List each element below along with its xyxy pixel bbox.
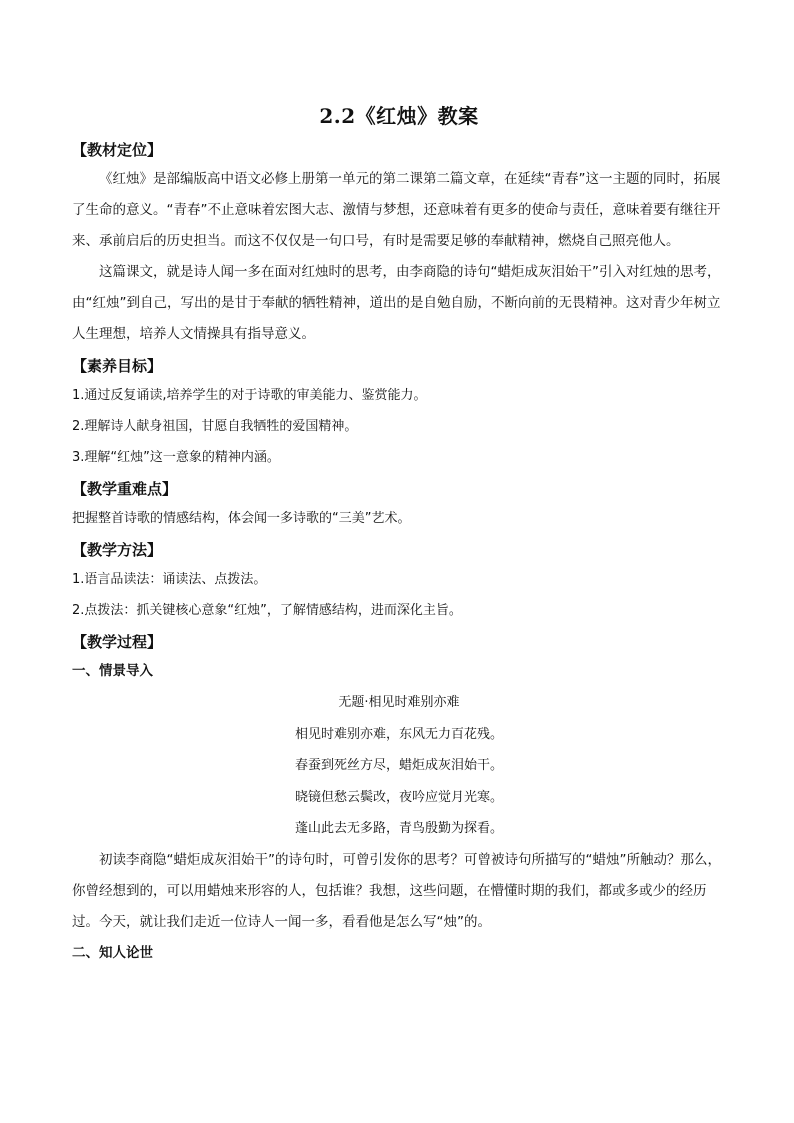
key-points-text: 把握整首诗歌的情感结构，体会闻一多诗歌的“三美”艺术。 <box>72 511 411 526</box>
goal-item-3: 3.理解“红烛”这一意象的精神内涵。 <box>72 450 280 465</box>
heading-positioning: 【教材定位】 <box>72 141 163 159</box>
document-page <box>72 100 726 969</box>
subheading-background: 二、知人论世 <box>72 944 153 961</box>
method-item-1: 1.语言品读法：诵读法、点拨法。 <box>72 572 267 587</box>
goal-item-1: 1.通过反复诵读,培养学生的对于诗歌的审美能力、鉴赏能力。 <box>72 388 427 403</box>
document-title: 2.2《红烛》教案 <box>319 104 479 128</box>
heading-goals: 【素养目标】 <box>72 357 163 375</box>
subheading-intro: 一、情景导入 <box>72 663 153 679</box>
heading-process: 【教学过程】 <box>72 633 163 651</box>
goal-item-2: 2.理解诗人献身祖国，甘愿自我牺牲的爱国精神。 <box>72 419 358 434</box>
heading-methods: 【教学方法】 <box>72 541 163 559</box>
poem-title: 无题·相见时难别亦难 <box>338 695 460 710</box>
poem-block <box>72 687 726 845</box>
method-item-2: 2.点拨法：抓关键核心意象“红烛”，了解情感结构，进而深化主旨。 <box>72 603 462 618</box>
poem-line: 春蚕到死丝方尽，蜡炬成灰泪始干。 <box>294 758 503 773</box>
heading-key-points: 【教学重难点】 <box>72 480 178 498</box>
positioning-paragraph-1: 《红烛》是部编版高中语文必修上册第一单元的第二课第二篇文章，在延续“青春”这一主题的同时，拓展了生命的意义。“青春”不止意味着宏图大志、激情与梦想，还意味着有更多的使命与责任，意味着要有继往开来、承前启后的历史担当。而这不仅仅是一句口号，有时是需要足够的奉献精神，燃烧自己照亮他人。 <box>72 171 721 249</box>
poem-line: 蓬山此去无多路，青鸟殷勤为探看。 <box>294 821 503 836</box>
positioning-paragraph-2: 这篇课文，就是诗人闻一多在面对红烛时的思考，由李商隐的诗句“蜡炬成灰泪始干”引入对红烛的思考，由“红烛”到自己，写出的是甘于奉献的牺牲精神，道出的是自勉自励，不断向前的无畏精神。这对青少年树立人生理想，培养人文情操具有指导意义。 <box>72 264 721 342</box>
intro-paragraph: 初读李商隐“蜡炬成灰泪始干”的诗句时，可曾引发你的思考？可曾被诗句所描写的“蜡烛”所触动？那么，你曾经想到的，可以用蜡烛来形容的人，包括谁？我想，这些问题，在懵懂时期的我们，都或多或少的经历过。今天，就让我们走近一位诗人一闻一多，看看他是怎么写“烛”的。 <box>72 851 721 930</box>
poem-line: 相见时难别亦难，东风无力百花残。 <box>294 726 503 742</box>
poem-line: 晓镜但愁云鬓改，夜吟应觉月光寒。 <box>294 789 503 805</box>
